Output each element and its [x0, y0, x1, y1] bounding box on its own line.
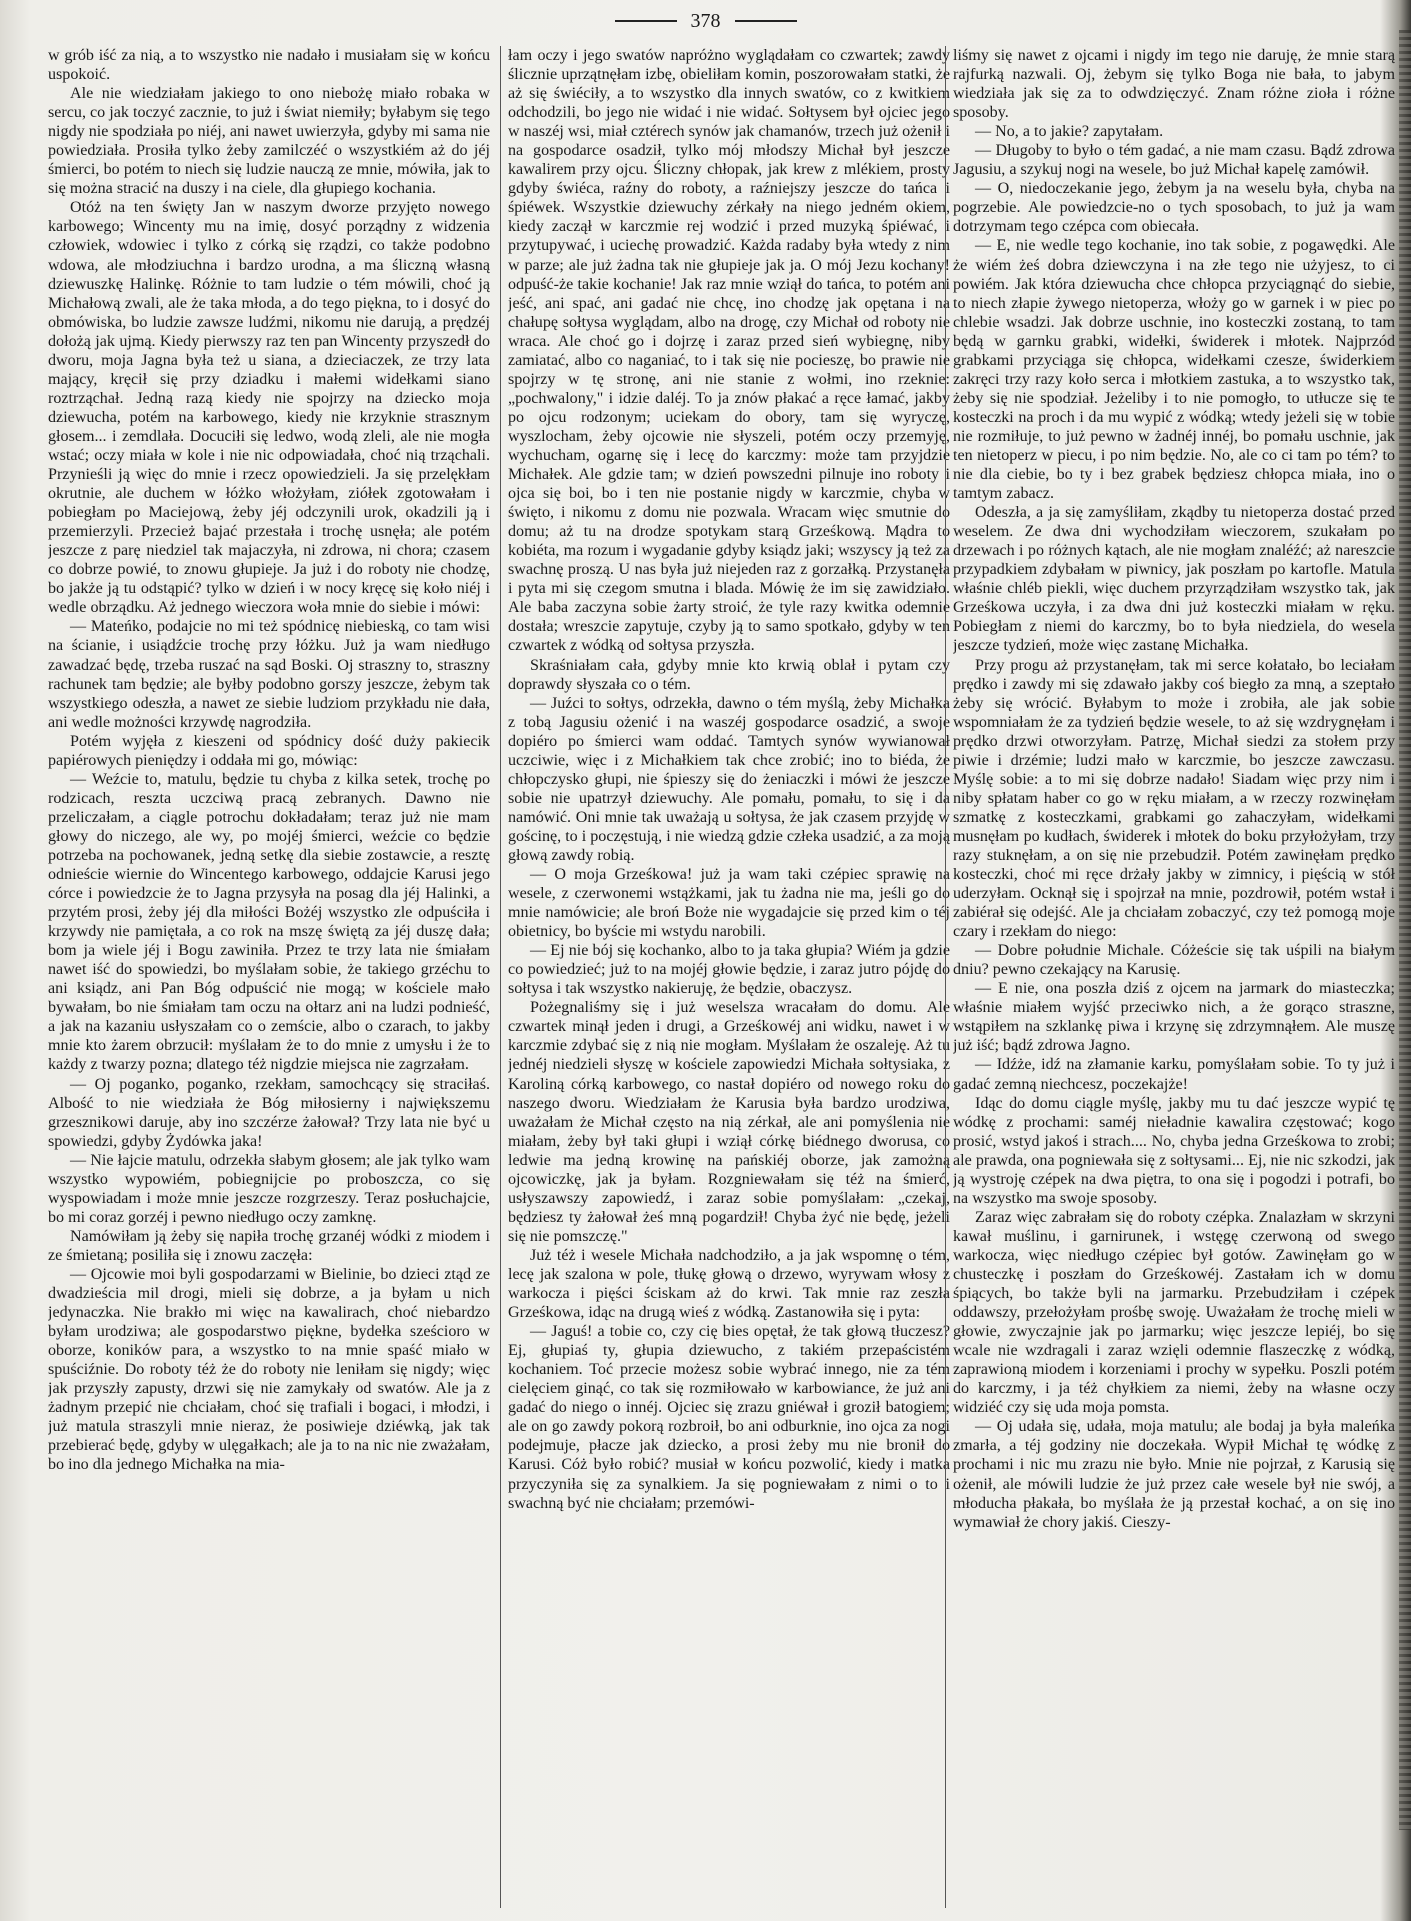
paragraph: — Ej nie bój się kochanko, albo to ja taka głupia? Wiém ja gdzie co powiedzieć; już to na mojéj głowie będzie, i zaraz jutro pójdę do sołtysa i tak wszystko nakieruję, że będzie, obaczysz. [508, 942, 950, 998]
paragraph: Już téż i wesele Michała nadchodziło, a ja jak wspomnę o tém, lecę jak szalona w pole, tłukę głową o drzewo, wyrywam włosy z warkocza i pięści ściskam aż do krwi. Tak mnie raz zeszła Grześkowa, idąc na drugą wieś z wódką. Zastanowiła się i pyta: [508, 1246, 950, 1322]
paragraph: — Oj udała się, udała, moja matulu; ale bodaj ja była maleńka zmarła, a téj godziny nie doczekała. Wypił Michał tę wódkę z prochami i nic mu zrazu nie było. Mnie nie pojrzał, z Karusią się ożenił, ale mówili ludzie że już przez całe wesele był nie swój, a młoducha płakała, bo myślała że ją przestał kochać, a on się ino wymawiał że chory jakiś. Cieszy- [953, 1418, 1395, 1531]
paragraph: Potém wyjęła z kieszeni od spódnicy dość duży pakiecik papiérowych pieniędzy i oddała mi go, mówiąc: [48, 732, 490, 769]
paragraph: Namówiłam ją żeby się napiła trochę grzanéj wódki z miodem i ze śmietaną; posiliła się i znowu zaczęła: [48, 1227, 490, 1264]
column-1 [48, 46, 490, 1910]
paragraph: — Jaguś! a tobie co, czy cię bies opętał, że tak głową tłuczesz? Ej, głupiaś ty, głupia dziewucho, z takiém przepaścistém kochaniem. Toć przecie możesz sobie wybrać innego, nie za tém cielęciem ginąć, co tak się rozmiłowało w karbowiance, że już ani gadać do niego o innéj. Ojciec się zrazu gniéwał i groził batogiem; ale on go zawdy pokorą rozbroił, bo ani odburknie, ino ojca za nogi podejmuje, płacze jak dziecko, a prosi żeby mu nie bronił do Karusi. Cóż było robić? musiał w końcu pozwolić, kiedy i matka przyczyniła się za synalkiem. Ja się pogniewałam z nimi o to i swachną być nie chciałam; przemówi- [508, 1323, 950, 1512]
binding-edge [1399, 30, 1411, 1830]
paragraph: liśmy się nawet z ojcami i nigdy im tego nie daruję, że mnie starą rajfurką nazwali. Oj, żebym się tylko Boga nie bała, to jabym wiedziała jak się za to odwdzięczyć. Znam różne zioła i różne sposoby. [953, 47, 1395, 122]
header-rule-right [735, 20, 797, 22]
paragraph: — Dobre południe Michale. Cóżeście się tak uśpili na białym dniu? pewno czekający na Karusię. [953, 942, 1395, 979]
paragraph: — O moja Grześkowa! już ja wam taki czépiec sprawię na wesele, z czerwonemi wstążkami, jak tu żadna nie ma, jeśli go do mnie namówicie; ale broń Boże nie wygadajcie się przed kim o téj obietnicy, bo byście mi wstydu narobili. [508, 866, 950, 941]
paragraph: w grób iść za nią, a to wszystko nie nadało i musiałam się w końcu uspokoić. [48, 47, 490, 84]
paragraph: — Długoby to było o tém gadać, a nie mam czasu. Bądź zdrowa Jagusiu, a szykuj nogi na wesele, bo już Michał kapelę zamówił. [953, 142, 1395, 179]
column-divider [945, 46, 946, 1908]
paragraph: — No, a to jakie? zapytałam. [975, 123, 1164, 141]
paragraph: — Juźci to sołtys, odrzekła, dawno o tém myślą, żeby Michałka z tobą Jagusiu ożenić i na waszéj gospodarce osadzić, a swoje dopiéro po śmierci wam oddać. Tamtych synów wywianował uczciwie, więc i z Michałkiem tak chce zrobić; ino to biéda, że chłopczysko głupi, nie śpieszy się do żeniaczki i mówi że jeszcze sobie nie upatrzył dziewuchy. Ale pomału, pomału, to się i da namówić. Oni mnie tak uważają u sołtysa, że jak czasem przyjdę w gościnę, to i poczęstują, i nie wiedzą gdzie człeka usadzić, a za moją głową zawdy robią. [508, 694, 950, 864]
paragraph: — Weźcie to, matulu, będzie tu chyba z kilka setek, trochę po rodzicach, reszta uczciwą pracą zebranych. Dawno nie przeliczałam, a ciągle potrochu dokładałam; teraz już nie mam głowy do niczego, ale wy, po mojéj śmierci, weźcie co będzie potrzeba na pochowanek, jedną setkę dla siebie zostawcie, a resztę odnieście wiernie do Wincentego karbowego, oddajcie Karusi jego córce i powiedzcie że to Jagna przysyła na posag dla jéj Halinki, a przytém prosi, żeby jéj dla miłości Bożéj wszystko zle odpuściła i krzywdy nie pamiętała, a co rok na mszę świętą za jéj duszę dała; bom ja wiele jéj i Bogu zawiniła. Przez te trzy lata nie śmiałam nawet iść do spowiedzi, bo myślałam sobie, że takiego grzéchu to ani ksiądz, ani Pan Bóg odpuścić nie mogą; w kościele mało bywałam, bo nie śmiałam tam oczu na ołtarz ani na ludzi podnieść, a jak na kazaniu usłyszałam co o zemście, albo o czarach, to jakby mnie kto żarem obrzucił: myślałam że to do mnie z umysłu i że to każdy z twarzy pozna; dlatego téż nigdzie miejsca nie zagrzałam. [48, 770, 490, 1074]
paragraph: — Mateńko, podajcie no mi też spódnicę niebieską, co tam wisi na ścianie, i usiądźcie trochę przy łóżku. Już ja wam niedługo zawadzać będę, trzeba ruszać na sąd Boski. Oj straszny to, straszny rachunek tam będzie; ale byłby podobno gorszy jeszcze, żebym tak wszystkiego odeszła, a nawet ze siebie ludziom przykładu nie dała, ani wedle możności krzywdę nagrodziła. [48, 618, 490, 731]
column-2 [508, 46, 950, 1910]
paragraph: Zaraz więc zabrałam się do roboty czépka. Znalazłam w skrzyni kawał muślinu, i garnirunek, i wstęgę czerwoną od swego warkocza, więc niedługo czépiec był gotów. Zawinęłam go w chusteczkę i poszłam do Grześkowéj. Zastałam ich w domu śpiących, bo także byli na jarmarku. Przebudziłam i czépek oddawszy, przełożyłam prośbę swoję. Uważałam że trochę mieli w głowie, zwyczajnie jak po jarmarku; więc jeszcze lepiéj, bo się wcale nie wzdragali i zaraz wzięli odemnie flaszeczkę z wódką, zaprawioną miodem i korzeniami i prochy w sypełku. Poszli potém do karczmy, i ja téż chyłkiem za niemi, żeby na własne oczy widziéć czy się uda moja pomsta. [953, 1208, 1395, 1417]
paragraph: Pożegnaliśmy się i już weselsza wracałam do domu. Ale czwartek minął jeden i drugi, a Grześkowéj ani widku, nawet i w karczmie zdybać się z nią nie mogłam. Myślałam że oszaleję. Aż tu jednéj niedzieli słyszę w kościele zapowiedzi Michała sołtysiaka, z Karoliną córką karbowego, co nastał dopiéro od nowego roku do naszego dworu. Wiedziałam że Karusia była bardzo urodziwa, uważałam że Michał często na nią zérkał, ale ani pomyślenia nie miałam, żeby był taki głupi i wziął córkę biédnego dworusa, co ledwie ma jedną krowinę na pańskiéj oborze, jak zamożną ojcowiczkę, jak ja byłam. Rozgniewałam się téż na śmierć, usłyszawszy zapowiedź, i zaraz sobie pomyślałam: „czekaj, będziesz ty żałował żeś mną pogardził! Chyba żyć nie będę, jeżeli się nie pomszczę." [508, 999, 950, 1245]
paragraph: Ale nie wiedziałam jakiego to ono niebożę miało robaka w sercu, co jak toczyć zacznie, to już i świat niemiły; byłabym się tego nigdy nie spodziała po niéj, ani nawet uwierzyła, gdyby mi sama nie powiedziała. Prosiła tylko żeby zamilczéć o wszystkiém aż do jéj śmierci, bo potém to niech się ludzie nauczą ze mnie, mówiła, jak to się można stracić na duszy i na ciele, dla głupiego kochania. [48, 85, 490, 198]
paragraph: — O, niedoczekanie jego, żebym ja na weselu była, chyba na pogrzebie. Ale powiedzcie-no o tych sposobach, to już ja wam dotrzymam tego czépca com obiecała. [953, 180, 1395, 236]
paragraph: Odeszła, a ja się zamyśliłam, zkądby tu nietoperza dostać przed weselem. Ze dwa dni wychodziłam wieczorem, szukałam po drzewach i po różnych kątach, ale nie mogłam znaléźć; aż nareszcie przypadkiem zdybałam w piwnicy, jak poszłam po kartofle. Matula właśnie chléb piekli, więc duchem przyrządziłam wszystko tak, jak Grześkowa uczyła, i za dwa dni już kosteczki miałam w ręku. Pobiegłam z niemi do karczmy, bo to była niedziela, do wesela jeszcze tydzień, może więc zastanę Michałka. [953, 504, 1395, 655]
page-number: 378 [690, 9, 721, 32]
paragraph: — Nie łajcie matulu, odrzekła słabym głosem; ale jak tylko wam wszystko wypowiém, pobiegnijcie po proboszcza, co się wyspowiadam i może mnie jeszcze rozgrzeszy. Teraz posłuchajcie, bo mi coraz gorzéj i pewno niedługo oczy zamknę. [48, 1151, 490, 1226]
paragraph: — E, nie wedle tego kochanie, ino tak sobie, z pogawędki. Ale że wiém żeś dobra dziewczyna i na złe tego nie użyjesz, to ci powiém. Jak która dziewucha chce chłopca przyciągnąć do siebie, to niech złapie żywego nietoperza, włoży go w garnek i w piec po chlebie wsadzi. Jak dobrze uschnie, ino kosteczki zostaną, to tam będą w garnku grabki, widełki, świderek i młotek. Najprzód grabkami przyciąga się chłopca, widełkami czesze, świderkiem zakręci trzy razy koło serca i młotkiem zastuka, a to wszystko tak, żeby się nie spodział. Jeżeliby i to nie pomogło, to utłucze się te kosteczki na proch i da mu wypić z wódką; wtedy jeżeli się w tobie nie rozmiłuje, to już pewno w żadnéj innéj, bo pomału uschnie, jak ten nietoperz w piecu, i po nim będzie. No, ale co ci tam po tém? to nie dla ciebie, bo ty i bez grabek będziesz chłopca miała, ino o tamtym zabacz. [953, 237, 1395, 503]
paragraph: Przy progu aż przystanęłam, tak mi serce kołatało, bo leciałam prędko i zawdy mi się zdawało jakby coś biegło za mną, a szeptało żeby się wrócić. Byłabym to może i zrobiła, ale jak sobie wspomniałam że za tydzień będzie wesele, to aż się wzdrygnęłam i prędko drzwi otworzyłam. Patrzę, Michał siedzi za stołem przy piwie i drzémie; ludzi mało w karczmie, bo jeszcze zawczasu. Myślę sobie: a to mi się dobrze nadało! Siadam więc przy nim i niby spłatam haber co go w ręku miałam, a w rzeczy rozwinęłam szmatkę z kosteczkami, grabkami go zahaczyłam, widełkami musnęłam po kudłach, świderek i młotek do boku przyłożyłam, trzy razy stuknęłam, a on się nie przebudził. Potém zawinęłam prędko kosteczki, choć mi ręce drżały jakby w zimnicy, i pięścią w stół uderzyłam. Ocknął się i spojrzał na mnie, pozdrowił, potém wstał i zabiérał się odejść. Ale ja chciałam zobaczyć, czy też pomogą moje czary i rzekłam do niego: [953, 656, 1395, 941]
page-header [0, 8, 1411, 34]
paragraph: Otóż na ten święty Jan w naszym dworze przyjęto nowego karbowego; Wincenty mu na imię, dosyć porządny z widzenia człowiek, wdowiec i tylko z córką się rządzi, co także podobno wdowa, ale młodziuchna i bardzo urodna, a ma śliczną własną dziewuszkę Halinkę. Różnie to tam ludzie o tém mówili, choć ją Michałową zwali, ale że taka młoda, a do tego piękna, to i dosyć do obmówiska, bo ludzie zawsze ludźmi, nikomu nie darują, a prędzéj dołożą jak ujmą. Kiedy pierwszy raz ten pan Wincenty przyszedł do dworu, moja Jagna była też u siana, a dzieciaczek, ze trzy lata mający, kręcił się przy dziadku i małemi widełkami siano roztrząchał. Jedną razą kiedy nie spojrzy na dziecko moja dziewucha, potém na karbowego, kiedy nie krzyknie strasznym głosem... i zemdlała. Docuciłi się ledwo, wodą zleli, ale nie mogła wstać; oczy miała w kole i nie nic odpowiadała, choć nią trząchali. Przynieśli ją więc do mnie i rzecz opowiedzieli. Ja się przelękłam okrutnie, ale duchem w łóżko włożyłam, ziółek zgotowałam i pobiegłam po Maciejową, żeby jéj odczynili urok, okadzili ją i przemierzyli. Przecież bajać przestała i trochę usnęła; ale potém jeszcze z parę niedziel tak majaczyła, ni zdrowa, ni chora; czasem co dobrze powié, to znowu głupieje. Ja już i do roboty nie chodzę, bo jakże ją tu odstąpić? tylko w dzień i w nocy kręcę się koło niéj i wedle obrządku. Aż jednego wieczora woła mnie do siebie i mówi: [48, 199, 490, 617]
paragraph: — Ojcowie moi byli gospodarzami w Bielinie, bo dzieci ztąd ze dwadzieścia mil drogi, mieli się dobrze, a ja byłam u nich jedynaczka. Nie brakło mi więc na kawalirach, choć niebardzo byłam urodziwa; ale gospodarstwo piękne, bydełka sześcioro w oborze, koników para, a wszystko to na mnie spaść miało w spuściźnie. Do roboty téż że do roboty nie leniłam się nigdy; więc jak przyszły zapusty, drzwi się nie zamykały od swatów. Ale ja z żadnym przepić nie chciałam, choć się trafiali i bogaci, i młodzi, i już matula straszyli mnie nieraz, że posiwieje dziéwką, jak tak przebierać będę, gdyby w ulęgałkach; ale ja to na nic nie zważałam, bo ino dla jednego Michałka na mia- [48, 1266, 490, 1474]
header-rule-left [615, 20, 677, 22]
paragraph: Idąc do domu ciągle myślę, jakby mu tu dać jeszcze wypić tę wódkę z prochami: saméj nieładnie kawalira częstować; kogo prosić, wstyd jakoś i strach.... No, chyba jedna Grześkowa to zrobi; ale prawda, ona pogniewała się z sołtysami... Ej, nie nic szkodzi, jak ją wystroję czépek na dwa piętra, to ona się i pogodzi i potrafi, bo na wszystko ma swoje sposoby. [953, 1094, 1395, 1207]
column-divider [500, 46, 501, 1908]
paragraph: — Oj poganko, poganko, rzekłam, samochcący się straciłaś. Albość to nie wiedziała że Bóg miłosierny i największemu grzesznikowi daruje, aby ino szczérze żałował? Trzy lata nie być u spowiedzi, gdyby Żydówka jaka! [48, 1075, 490, 1150]
paragraph: łam oczy i jego swatów napróżno wyglądałam co czwartek; zawdy ślicznie uprzątnęłam izbę, obieliłam komin, poszorowałam statki, że aż się świéciły, a to wszystko dla innych swatów, co z kwitkiem odchodzili, bo jego nie widać i nie widać. Sołtysem był ojciec jego w naszéj wsi, miał cztérech synów jak chamanów, trzech już ożenił i na gospodarce osadził, tylko mój młodszy Michał był jeszcze kawalirem przy ojcu. Śliczny chłopak, jak krew z mlékiem, prosty gdyby świéca, raźny do roboty, a raźniejszy jeszcze do tańca i śpiéwek. Wszystkie dziewuchy zérkały na niego jedném okiem, kiedy zaczął w karczmie rej wodzić i przed muzyką śpiéwać, i przytupywać, i uciechę prowadzić. Każda radaby była wtedy z nim w parze; ale już żadna tak nie głupieje jak ja. O mój Jezu kochany! odpuść-że takie kochanie! Jak raz mnie wziął do tańca, to potém ani jeść, ani spać, ani gadać nie chcę, ino chodzę jak opętana i na chałupę sołtysa wyglądam, albo na drogę, czy Michał od roboty nie wraca. Ale choć go i dojrzę i zaraz przed sień wybiegnę, niby zamiatać, albo co naganiać, to i tak się nie pocieszę, bo prawie nie spojrzy w tę stronę, ani nie stanie z wołmi, ino rzeknie: „pochwalony," i idzie daléj. To ja znów płakać a ręce łamać, jakby po ojcu rodzonym; uciekam do obory, tam się wyryczę, wyszlocham, żeby ojcowie nie słyszeli, potém oczy przemyję, wychucham, ogarnę się i lecę do karczmy: może tam przyjdzie Michałek. Ale gdzie tam; w dzień powszedni pilnuje ino roboty i ojca się boi, bo i ten nie postanie nigdy w karczmie, chyba w święto, i nikomu z domu nie pozwala. Wracam więc smutnie do domu; aż tu na drodze spotykam starą Grześkową. Mądra to kobiéta, ma rozum i wygadanie gdyby ksiądz jaki; wszyscy ją też za swachnę proszą. U nas była już niejeden raz z gorzałką. Przystanęła i pyta mi się czegom smutna i blada. Mówię że im się zawidziało. Ale baba zaczyna sobie żarty stroić, że tyle razy kwitka odemnie dostała; wreszcie zapytuje, czyby ją to samo spotkało, gdyby w ten czwartek z wódką od sołtysa przyszła. [508, 47, 950, 655]
paragraph: — Idźże, idź na złamanie karku, pomyślałam sobie. To ty już i gadać zemną niechcesz, poczekajże! [953, 1056, 1395, 1093]
paragraph: — E nie, ona poszła dziś z ojcem na jarmark do miasteczka; właśnie miałem wyjść przeciwko nich, a że gorąco straszne, wstąpiłem na szklankę piwa i krzynę się zdrzymnąłem. Ale muszę już iść; bądź zdrowa Jagno. [953, 980, 1395, 1055]
paragraph: Skraśniałam cała, gdyby mnie kto krwią oblał i pytam czy doprawdy słyszała co o tém. [508, 656, 950, 693]
column-3 [953, 46, 1395, 1910]
